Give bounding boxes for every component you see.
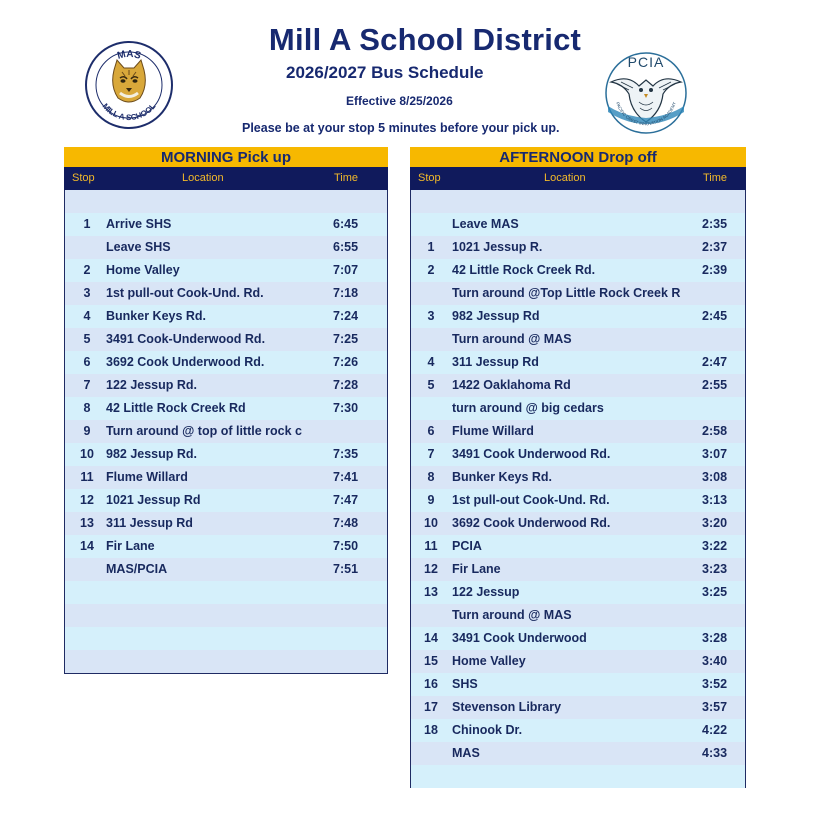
table-row [411,719,745,742]
table-row [65,535,387,558]
table-row [411,673,745,696]
location-cell: Turn around @ top of little rock c [106,424,302,438]
table-row [411,374,745,397]
location-cell: 3491 Cook Underwood [452,631,587,645]
time-cell: 7:24 [333,309,359,323]
location-cell: Flume Willard [452,424,534,438]
afternoon-rows [410,190,746,788]
stop-cell: 6 [427,424,435,438]
location-cell: 1st pull-out Cook-Und. Rd. [106,286,264,300]
table-row [411,558,745,581]
table-row [65,397,387,420]
table-row [65,305,387,328]
time-cell: 7:30 [333,401,359,415]
location-cell: 3491 Cook Underwood Rd. [452,447,611,461]
time-cell: 2:37 [702,240,728,254]
morning-rows [64,190,388,674]
location-cell: SHS [452,677,478,691]
location-cell: 982 Jessup Rd [452,309,540,323]
location-cell: Chinook Dr. [452,723,523,737]
pcia-logo [603,50,689,136]
stop-cell: 12 [80,493,94,507]
stop-cell: 8 [427,470,435,484]
location-cell: 311 Jessup Rd [452,355,539,369]
location-cell: 3692 Cook Underwood Rd. [106,355,265,369]
location-cell: PCIA [452,539,482,553]
afternoon-schedule [410,147,746,788]
stop-cell: 4 [83,309,91,323]
morning-column-header [64,167,388,190]
table-row [411,190,745,213]
table-row [65,259,387,282]
time-cell: 3:57 [702,700,728,714]
table-row [65,466,387,489]
table-row [411,397,745,420]
time-cell: 4:22 [702,723,728,737]
morning-schedule [64,147,388,674]
location-cell: 42 Little Rock Creek Rd [106,401,246,415]
stop-cell: 12 [424,562,438,576]
table-row [411,489,745,512]
stop-cell: 11 [80,470,94,484]
stop-cell: 2 [83,263,91,277]
table-row [411,627,745,650]
location-cell: Flume Willard [106,470,188,484]
table-row [65,328,387,351]
stop-cell: 2 [427,263,435,277]
time-cell: 3:13 [702,493,728,507]
location-cell: Leave MAS [452,217,519,231]
location-cell: 1021 Jessup R. [452,240,543,254]
stop-cell: 16 [424,677,438,691]
table-row [65,581,387,604]
time-cell: 3:07 [702,447,728,461]
mas-logo-bottom-text: MILL A SCHOOL [100,101,158,123]
location-column-header: Location [544,172,586,184]
afternoon-column-header [410,167,746,190]
location-cell: Home Valley [452,654,526,668]
table-row [65,489,387,512]
table-row [411,650,745,673]
stop-cell: 5 [83,332,91,346]
table-row [411,581,745,604]
time-cell: 4:33 [702,746,728,760]
time-cell: 7:18 [333,286,359,300]
location-cell: Stevenson Library [452,700,562,714]
mas-logo-top-text: MAS [116,48,143,62]
table-row [411,351,745,374]
stop-cell: 10 [424,516,438,530]
stop-cell: 4 [427,355,435,369]
table-row [65,420,387,443]
stop-cell: 8 [83,401,91,415]
stop-cell: 7 [83,378,91,392]
time-cell: 6:55 [333,240,359,254]
pcia-logo-ring-text: PACIFIC CREST INNOVATION ACADEMY [615,101,677,127]
time-cell: 2:47 [702,355,728,369]
time-column-header: Time [334,172,359,184]
stop-column-header: Stop [72,172,95,184]
table-row [65,650,387,673]
stop-cell: 7 [427,447,435,461]
location-cell: 982 Jessup Rd. [106,447,198,461]
location-cell: Arrive SHS [106,217,172,231]
table-row [65,604,387,627]
location-cell: turn around @ big cedars [452,401,604,415]
time-cell: 7:07 [333,263,359,277]
location-cell: Turn around @ MAS [452,332,572,346]
stop-column-header: Stop [418,172,441,184]
stop-cell: 6 [83,355,91,369]
time-cell: 3:40 [702,654,728,668]
stop-cell: 18 [424,723,438,737]
table-row [411,420,745,443]
stop-cell: 13 [80,516,94,530]
location-cell: 3692 Cook Underwood Rd. [452,516,611,530]
table-row [411,213,745,236]
stop-cell: 5 [427,378,435,392]
time-cell: 2:45 [702,309,728,323]
time-cell: 3:28 [702,631,728,645]
table-row [65,627,387,650]
time-column-header: Time [703,172,728,184]
table-row [411,305,745,328]
location-cell: MAS/PCIA [106,562,168,576]
stop-cell: 9 [83,424,91,438]
location-cell: 1021 Jessup Rd [106,493,201,507]
time-cell: 7:26 [333,355,359,369]
time-cell: 7:41 [333,470,359,484]
time-cell: 3:22 [702,539,728,553]
time-cell: 7:47 [333,493,359,507]
table-row [65,282,387,305]
time-cell: 2:35 [702,217,728,231]
location-cell: Fir Lane [106,539,155,553]
time-cell: 2:58 [702,424,728,438]
stop-cell: 17 [424,700,438,714]
location-cell: 311 Jessup Rd [106,516,193,530]
location-cell: 42 Little Rock Creek Rd. [452,263,596,277]
morning-title: MORNING Pick up [64,147,388,167]
stop-cell: 11 [424,539,438,553]
stop-cell: 10 [80,447,94,461]
stop-cell: 9 [427,493,435,507]
table-row [65,236,387,259]
stop-cell: 3 [83,286,91,300]
schedule-subtitle: 2026/2027 Bus Schedule [286,63,484,82]
stop-cell: 1 [83,217,91,231]
arrival-notice: Please be at your stop 5 minutes before your pick up. [242,121,560,135]
location-cell: Leave SHS [106,240,171,254]
page-title: Mill A School District [268,22,582,57]
stop-cell: 14 [424,631,438,645]
table-row [411,443,745,466]
time-cell: 7:50 [333,539,359,553]
location-cell: 122 Jessup [452,585,520,599]
time-cell: 3:25 [702,585,728,599]
time-cell: 2:39 [702,263,728,277]
time-cell: 2:55 [702,378,728,392]
table-row [65,512,387,535]
time-cell: 7:25 [333,332,359,346]
afternoon-title: AFTERNOON Drop off [410,147,746,167]
stop-cell: 1 [427,240,435,254]
table-row [411,535,745,558]
table-row [65,374,387,397]
time-cell: 3:08 [702,470,728,484]
time-cell: 3:23 [702,562,728,576]
table-row [411,696,745,719]
table-row [411,512,745,535]
effective-date: Effective 8/25/2026 [346,94,453,108]
time-cell: 3:52 [702,677,728,691]
location-cell: Bunker Keys Rd. [452,470,553,484]
table-row [411,742,745,765]
stop-cell: 14 [80,539,94,553]
location-cell: 1422 Oaklahoma Rd [452,378,571,392]
table-row [411,259,745,282]
location-cell: Bunker Keys Rd. [106,309,207,323]
time-cell: 7:48 [333,516,359,530]
location-cell: 1st pull-out Cook-Und. Rd. [452,493,610,507]
time-cell: 3:20 [702,516,728,530]
time-cell: 7:28 [333,378,359,392]
location-column-header: Location [182,172,224,184]
stop-cell: 13 [424,585,438,599]
table-row [411,604,745,627]
time-cell: 7:35 [333,447,359,461]
location-cell: MAS [452,746,480,760]
table-row [411,466,745,489]
time-cell: 6:45 [333,217,359,231]
table-row [65,351,387,374]
mas-logo [84,40,174,130]
location-cell: Turn around @ MAS [452,608,572,622]
location-cell: Turn around @Top Little Rock Creek R [452,286,681,300]
location-cell: Fir Lane [452,562,501,576]
time-cell: 7:51 [333,562,359,576]
stop-cell: 3 [427,309,435,323]
location-cell: 3491 Cook-Underwood Rd. [106,332,266,346]
pcia-logo-text: PCIA [627,54,665,70]
location-cell: Home Valley [106,263,180,277]
table-row [411,765,745,788]
table-row [411,328,745,351]
table-row [411,236,745,259]
table-row [65,558,387,581]
table-row [411,282,745,305]
table-row [65,443,387,466]
location-cell: 122 Jessup Rd. [106,378,198,392]
stop-cell: 15 [424,654,438,668]
table-row [65,213,387,236]
table-row [65,190,387,213]
